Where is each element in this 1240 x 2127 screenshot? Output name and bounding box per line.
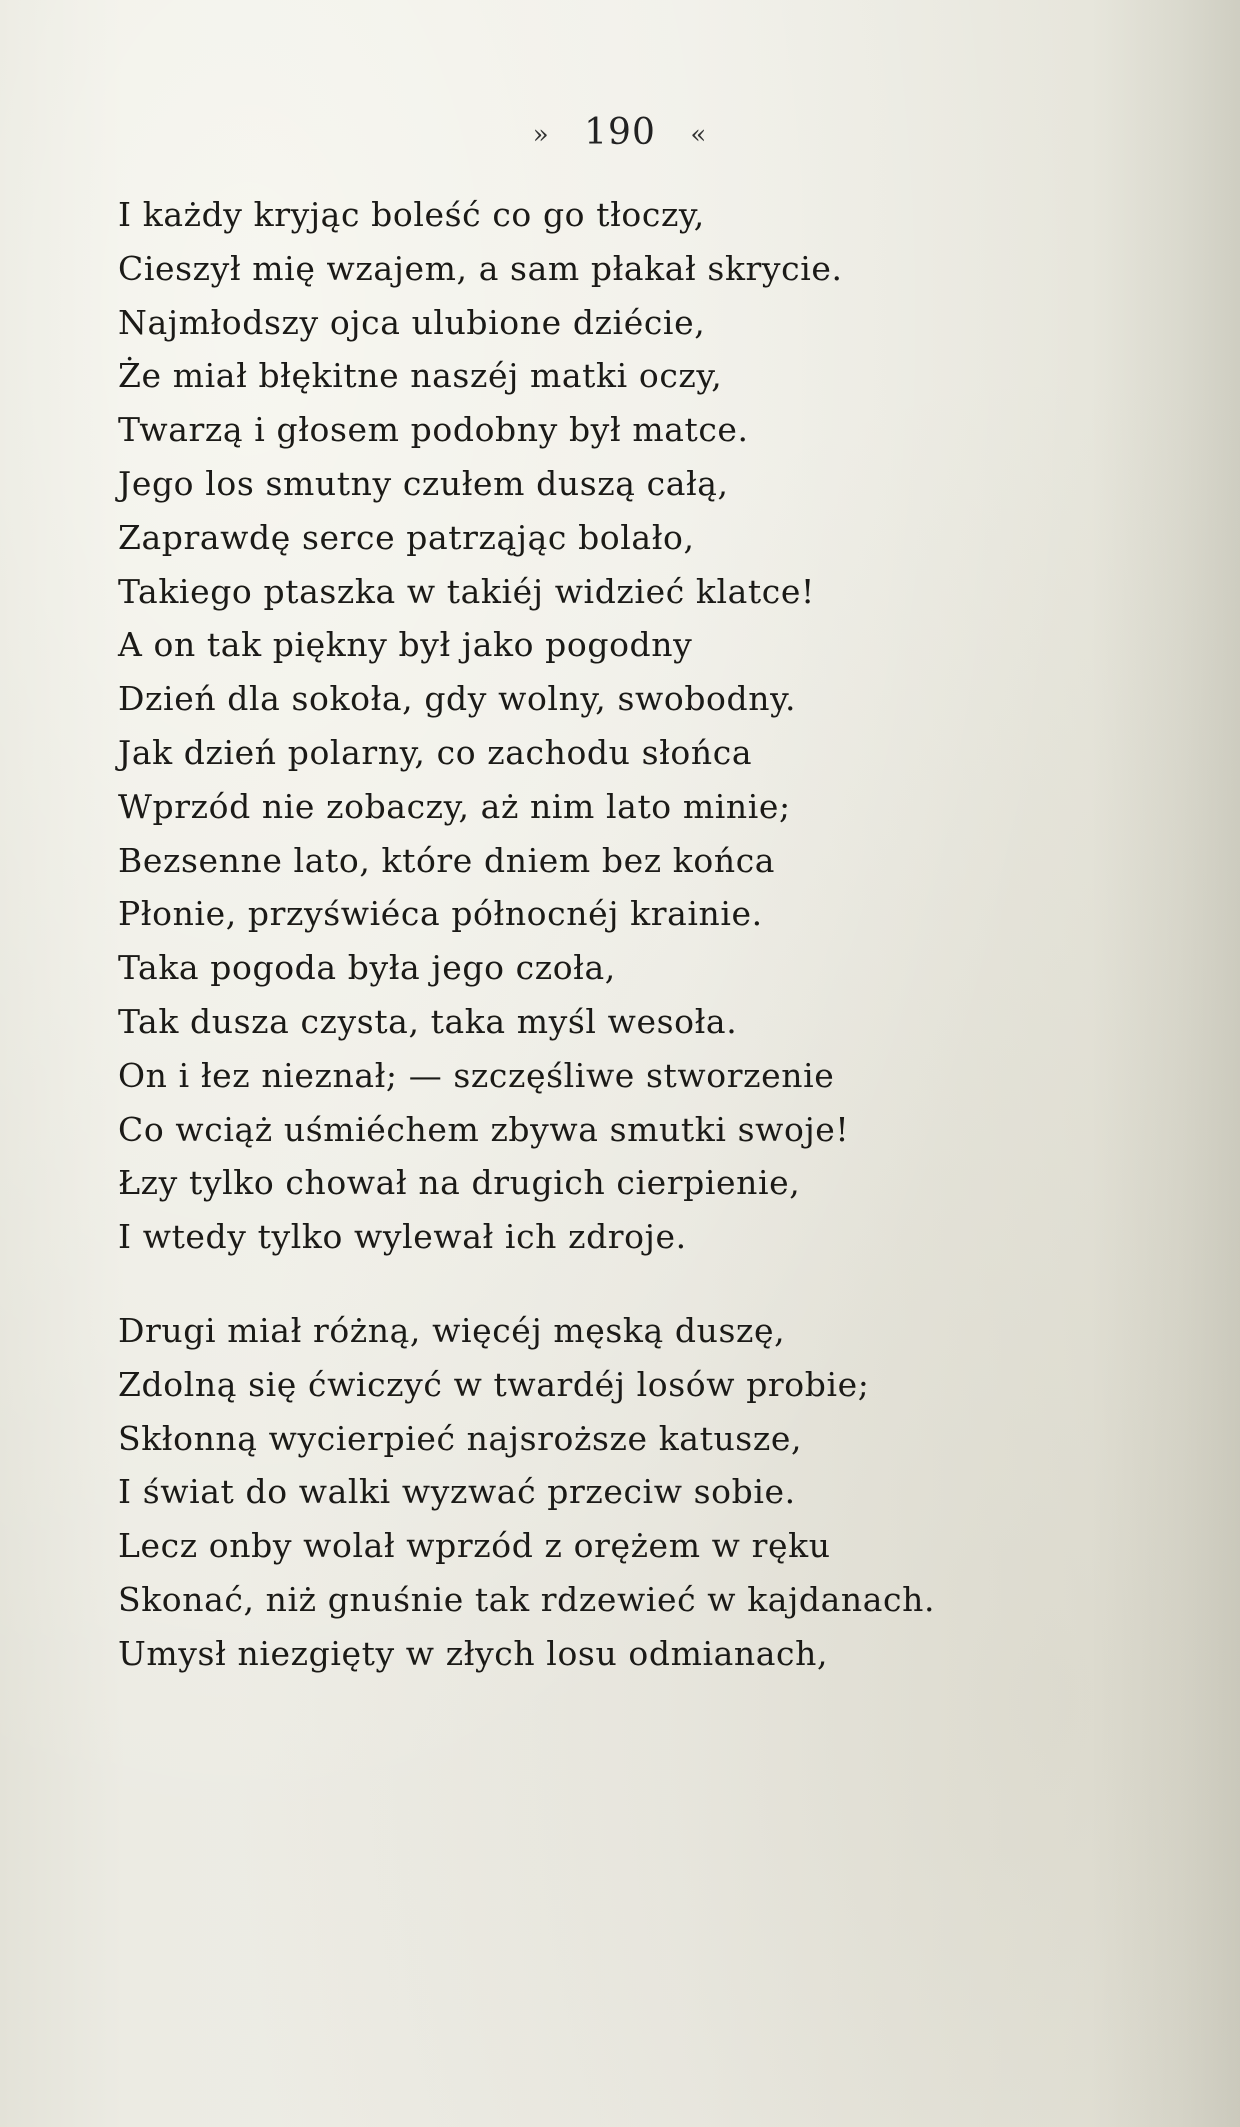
verse-line: Cieszył mię wzajem, a sam płakał skrycie. <box>118 248 843 288</box>
verse-line: Skłonną wycierpieć najsroższe katusze, <box>118 1418 803 1458</box>
page-header <box>0 112 1240 153</box>
verse-line: Zdolną się ćwiczyć w twardéj losów probie; <box>118 1364 870 1404</box>
verse-line: Taka pogoda była jego czoła, <box>118 948 616 988</box>
verse-line: Że miał błękitne naszéj matki oczy, <box>118 356 723 396</box>
verse-line: Jak dzień polarny, co zachodu słońca <box>118 732 753 772</box>
verse-line: A on tak piękny był jako pogodny <box>118 625 693 665</box>
verse-line: I świat do walki wyzwać przeciw sobie. <box>118 1472 796 1512</box>
verse-line: Jego los smutny czułem duszą całą, <box>118 463 729 503</box>
verse-line: Co wciąż uśmiéchem zbywa smutki swoje! <box>118 1109 850 1149</box>
verse-line: On i łez nieznał; — szczęśliwe stworzenie <box>118 1055 835 1095</box>
verse-line: Łzy tylko chował na drugich cierpienie, <box>118 1163 801 1203</box>
verse-line: Drugi miał różną, więcéj męską duszę, <box>118 1310 786 1350</box>
verse-line: Najmłodszy ojca ulubione dziécie, <box>118 302 706 342</box>
verse-line: Dzień dla sokoła, gdy wolny, swobodny. <box>118 679 797 719</box>
verse-line: Płonie, przyświéca północnéj krainie. <box>118 894 763 934</box>
poem-text <box>118 188 1128 1681</box>
ornament-left-icon: » <box>532 120 550 150</box>
verse-line: I wtedy tylko wylewał ich zdroje. <box>118 1217 687 1257</box>
verse-line: Tak dusza czysta, taka myśl wesoła. <box>118 1001 738 1041</box>
ornament-right-icon: « <box>690 120 708 150</box>
verse-line: Skonać, niż gnuśnie tak rdzewieć w kajdanach. <box>118 1579 936 1619</box>
verse-line: Wprzód nie zobaczy, aż nim lato minie; <box>118 786 791 826</box>
stanza-break <box>118 1264 1128 1304</box>
verse-line: Twarzą i głosem podobny był matce. <box>118 410 749 450</box>
verse-line: Umysł niezgięty w złych losu odmianach, <box>118 1633 829 1673</box>
verse-line: Bezsenne lato, które dniem bez końca <box>118 840 776 880</box>
stanza-1 <box>118 188 1128 1264</box>
verse-line: Zaprawdę serce patrząjąc bolało, <box>118 517 695 557</box>
stanza-2 <box>118 1304 1128 1681</box>
verse-line: I każdy kryjąc boleść co go tłoczy, <box>118 195 705 234</box>
verse-line: Lecz onby wolał wprzód z orężem w ręku <box>118 1526 831 1566</box>
page-number: 190 <box>584 112 656 153</box>
verse-line: Takiego ptaszka w takiéj widzieć klatce! <box>118 571 815 611</box>
